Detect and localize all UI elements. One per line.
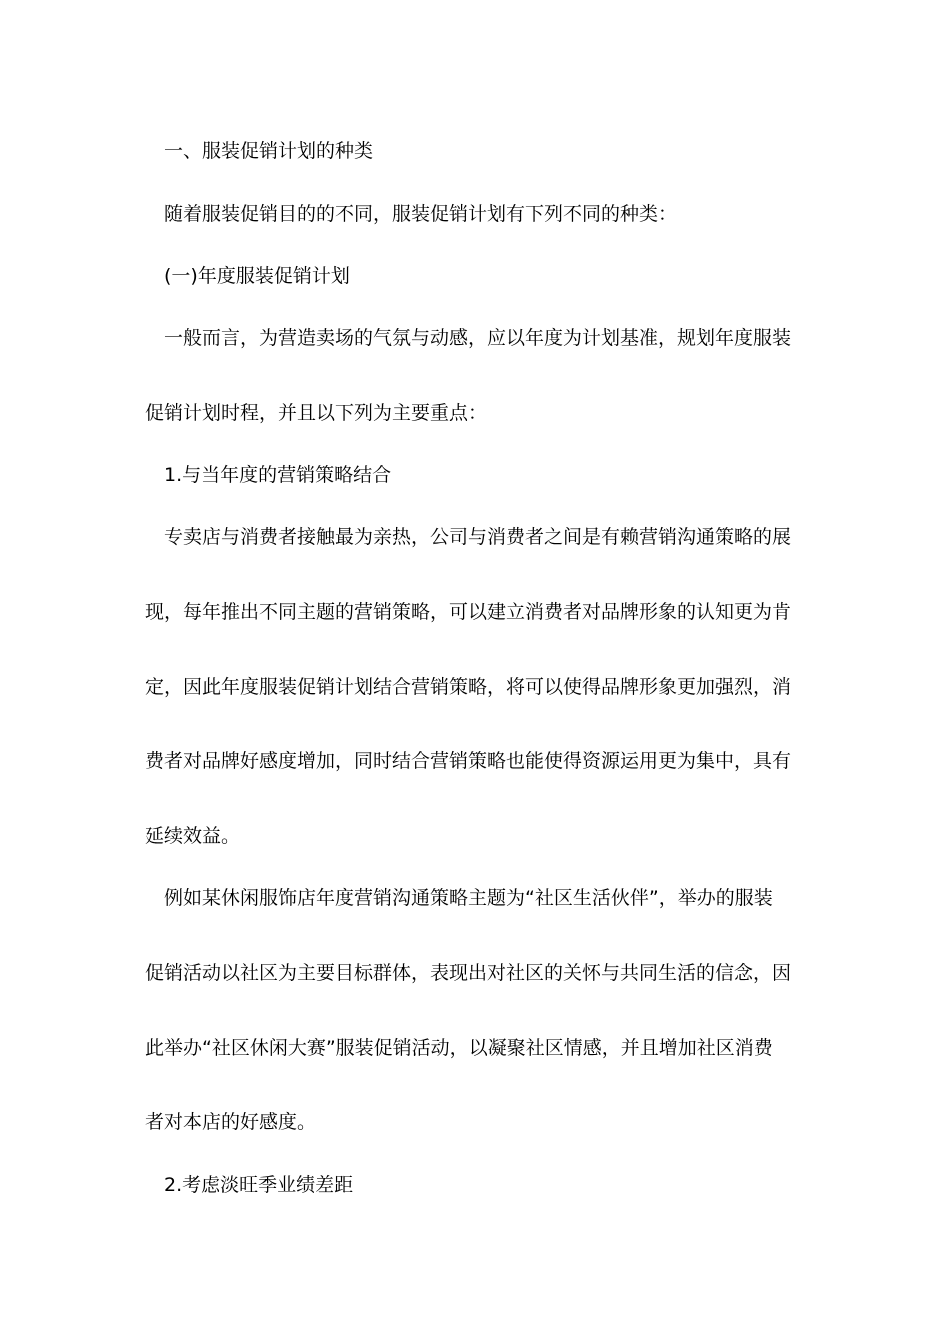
section-heading: 一、服装促销计划的种类 — [164, 140, 374, 162]
intro-paragraph: 随着服装促销目的的不同，服装促销计划有下列不同的种类： — [164, 203, 678, 225]
item-title: 2.考虑淡旺季业绩差距 — [164, 1174, 354, 1196]
paragraph-line: 例如某休闲服饰店年度营销沟通策略主题为“社区生活伙伴”，举办的服装 — [164, 887, 773, 909]
paragraph-line: 促销活动以社区为主要目标群体，表现出对社区的关怀与共同生活的信念，因 — [145, 962, 792, 984]
subheading-annual-plan: (一)年度服装促销计划 — [164, 265, 350, 287]
paragraph-line: 者对本店的好感度。 — [145, 1111, 317, 1133]
paragraph-line: 现，每年推出不同主题的营销策略，可以建立消费者对品牌形象的认知更为肯 — [145, 601, 792, 623]
paragraph-line: 定，因此年度服装促销计划结合营销策略，将可以使得品牌形象更加强烈，消 — [145, 676, 792, 698]
paragraph-line: 促销计划时程，并且以下列为主要重点： — [145, 402, 488, 424]
paragraph-line: 此举办“社区休闲大赛”服装促销活动，以凝聚社区情感，并且增加社区消费 — [145, 1037, 773, 1059]
item-title: 1.与当年度的营销策略结合 — [164, 464, 392, 486]
paragraph-line: 专卖店与消费者接触最为亲热，公司与消费者之间是有赖营销沟通策略的展 — [164, 526, 792, 548]
paragraph-line: 费者对品牌好感度增加，同时结合营销策略也能使得资源运用更为集中，具有 — [145, 750, 792, 772]
paragraph-line: 延续效益。 — [145, 825, 241, 847]
paragraph-line: 一般而言，为营造卖场的气氛与动感，应以年度为计划基准，规划年度服装 — [164, 327, 792, 349]
